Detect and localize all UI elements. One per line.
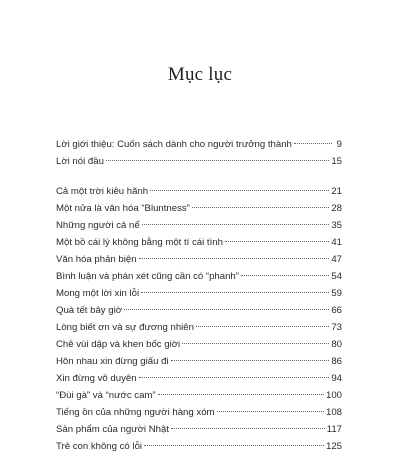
page-title: Mục lục xyxy=(167,64,233,85)
toc-entry-title: “Đùi gà” và “nước cam” xyxy=(56,390,156,401)
toc-entry[interactable] xyxy=(56,421,342,438)
toc-entry-page-number: 47 xyxy=(331,254,342,265)
toc-entry-page-number: 28 xyxy=(331,203,342,214)
toc-entry-leader xyxy=(150,190,329,191)
toc-entry-title: Mong một lời xin lỗi xyxy=(56,288,140,299)
toc-entry[interactable] xyxy=(56,200,342,217)
toc-entry-leader xyxy=(192,207,329,208)
toc-entry-title: Lời nói đầu xyxy=(56,156,104,167)
toc-entry-leader xyxy=(142,224,330,225)
toc-entry-leader xyxy=(182,343,329,344)
toc-entry-leader xyxy=(106,160,329,161)
toc-entry[interactable] xyxy=(56,234,342,251)
toc-front-matter xyxy=(56,136,342,170)
toc-entry-page-number: 41 xyxy=(331,237,342,248)
toc-entry-page-number: 86 xyxy=(331,356,342,367)
toc-entry-leader xyxy=(171,360,330,361)
toc-entry-leader xyxy=(141,292,329,293)
toc-entry-title: Trẻ con không có lỗi xyxy=(56,441,143,452)
table-of-contents xyxy=(56,136,342,455)
toc-entry-page-number: 108 xyxy=(325,407,342,418)
toc-entry[interactable] xyxy=(56,387,342,404)
toc-entry-title: Một nửa là văn hóa “Bluntness” xyxy=(56,203,190,214)
toc-entry-page-number: 66 xyxy=(331,305,342,316)
toc-entry-title: Những người cả nể xyxy=(56,220,140,231)
toc-entry[interactable] xyxy=(56,370,342,387)
toc-entry-leader xyxy=(241,275,329,276)
toc-entry-page-number: 100 xyxy=(325,390,342,401)
toc-entry-leader xyxy=(294,143,332,144)
toc-entry-leader xyxy=(139,377,330,378)
toc-entry[interactable] xyxy=(56,217,342,234)
toc-entry-page-number: 35 xyxy=(331,220,342,231)
toc-entry[interactable] xyxy=(56,251,342,268)
toc-entry[interactable] xyxy=(56,404,342,421)
toc-entry[interactable] xyxy=(56,153,342,170)
toc-entry-leader xyxy=(225,241,329,242)
toc-entry-leader xyxy=(139,258,330,259)
toc-entry[interactable] xyxy=(56,438,342,455)
toc-entry-title: Một bồ cái lý không bằng một tí cái tình xyxy=(56,237,223,248)
toc-entry-title: Tiếng ồn của những người hàng xóm xyxy=(56,407,215,418)
toc-entry-page-number: 9 xyxy=(336,139,342,150)
toc-entry[interactable] xyxy=(56,183,342,200)
toc-entry-leader xyxy=(158,394,324,395)
toc-entry-title: Lòng biết ơn và sự đương nhiên xyxy=(56,322,194,333)
toc-entry[interactable] xyxy=(56,336,342,353)
toc-entry[interactable] xyxy=(56,319,342,336)
toc-entry-page-number: 59 xyxy=(331,288,342,299)
toc-entry[interactable] xyxy=(56,353,342,370)
toc-entry-page-number: 21 xyxy=(331,186,342,197)
toc-entry-leader xyxy=(217,411,324,412)
toc-entry-title: Bình luận và phán xét cũng cần có “phanh” xyxy=(56,271,239,282)
toc-entry-page-number: 94 xyxy=(331,373,342,384)
toc-entry-leader xyxy=(124,309,329,310)
toc-entry-leader xyxy=(171,428,325,429)
toc-entry-page-number: 80 xyxy=(331,339,342,350)
toc-entry-page-number: 54 xyxy=(331,271,342,282)
toc-entry-title: Quà tết bây giờ xyxy=(56,305,123,316)
toc-entry-leader xyxy=(196,326,329,327)
toc-chapters xyxy=(56,183,342,455)
toc-entry-leader xyxy=(144,445,324,446)
toc-entry-title: Văn hóa phản biện xyxy=(56,254,137,265)
toc-entry-title: Chê vùi dập và khen bốc giời xyxy=(56,339,181,350)
toc-entry[interactable] xyxy=(56,136,342,153)
toc-entry[interactable] xyxy=(56,285,342,302)
toc-entry-title: Xin đừng vô duyên xyxy=(56,373,137,384)
toc-entry-page-number: 117 xyxy=(326,424,342,435)
toc-entry-page-number: 15 xyxy=(331,156,342,167)
toc-entry-title: Cả một trời kiêu hãnh xyxy=(56,186,149,197)
toc-entry-page-number: 73 xyxy=(331,322,342,333)
toc-entry[interactable] xyxy=(56,302,342,319)
toc-entry-title: Sản phẩm của người Nhật xyxy=(56,424,169,435)
toc-entry-title: Lời giới thiệu: Cuốn sách dành cho người trưởng thành xyxy=(56,139,292,150)
toc-entry[interactable] xyxy=(56,268,342,285)
toc-entry-title: Hôn nhau xin đừng giấu đi xyxy=(56,356,169,367)
toc-entry-page-number: 125 xyxy=(325,441,342,452)
